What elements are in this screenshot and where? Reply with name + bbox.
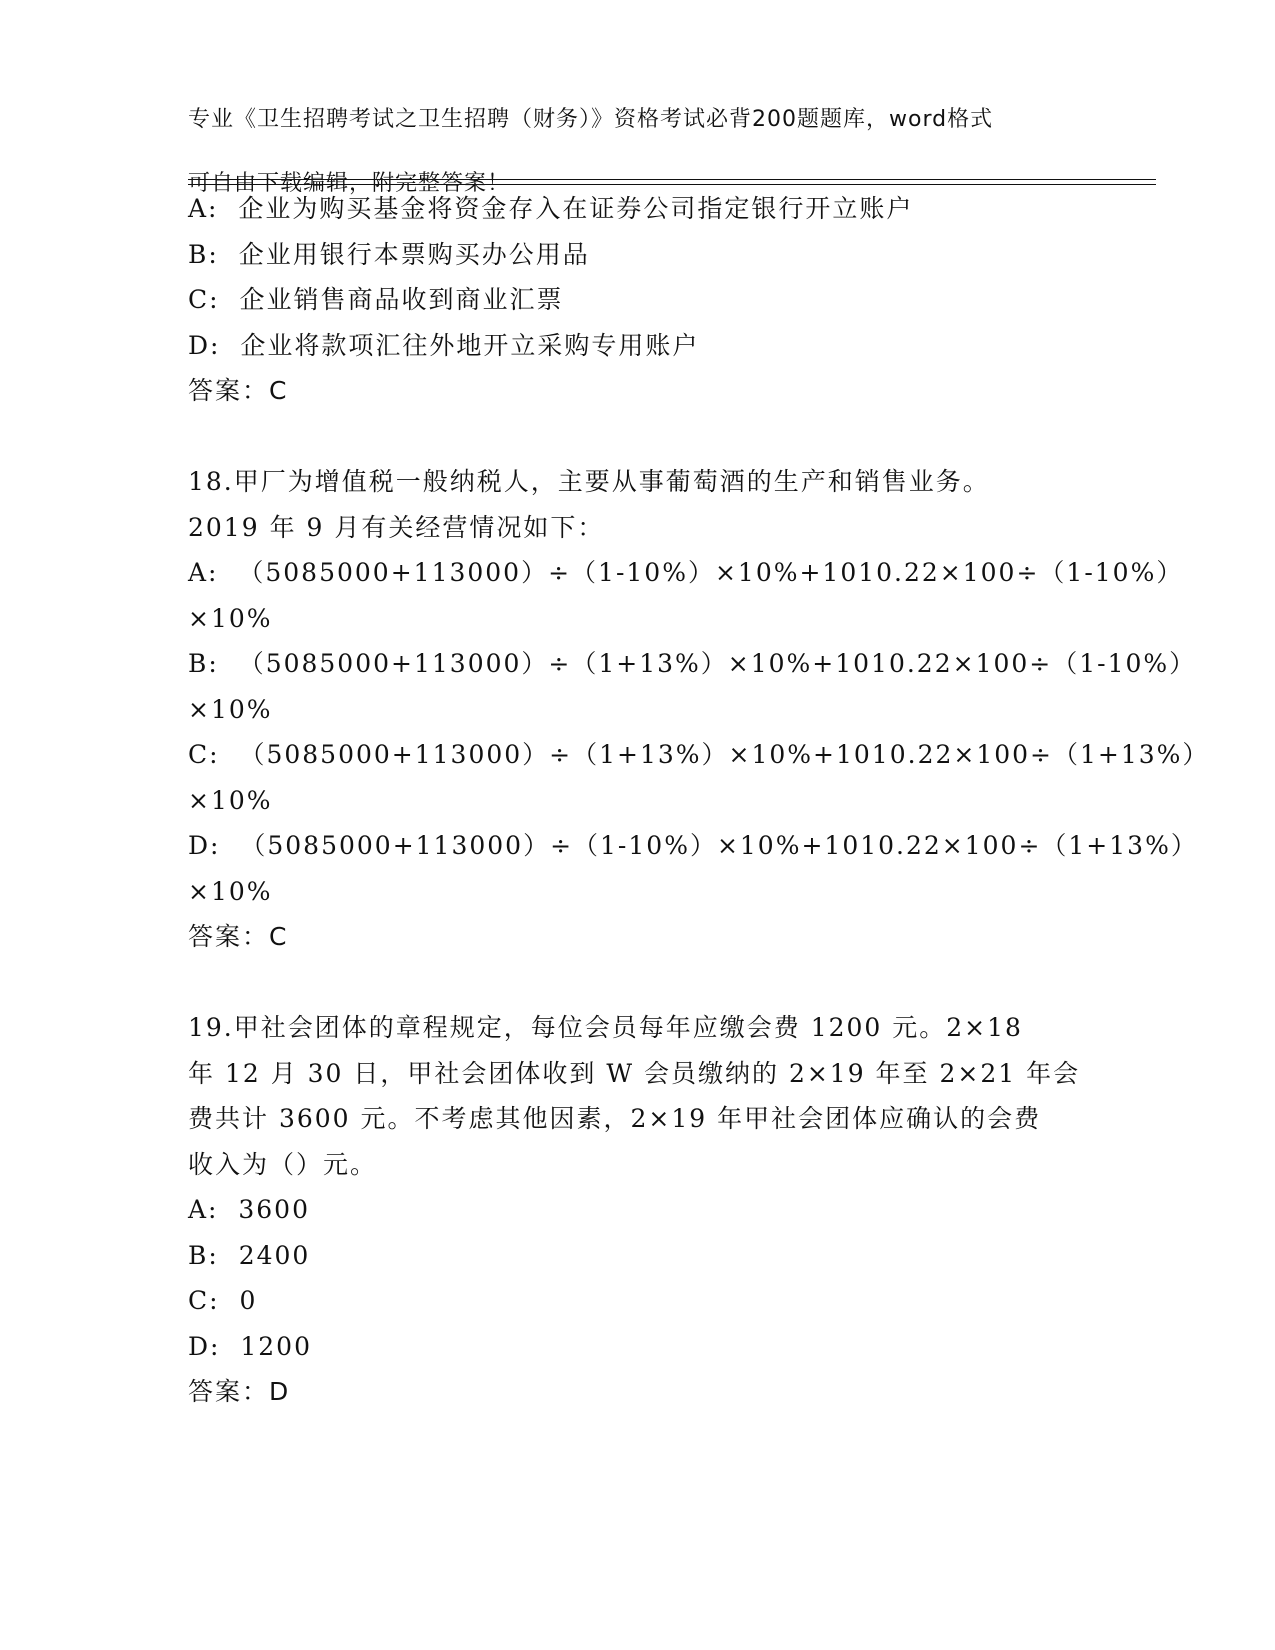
option-a-continued: ×10% [188,603,273,633]
header-line-2: 可自由下载编辑，附完整答案！ [188,171,511,196]
question-stem-line: 19.甲社会团体的章程规定，每位会员每年应缴会费 1200 元。2×18 [188,1013,1023,1042]
answer-line: 答案：C [188,922,289,951]
option-b: B: （5085000+113000）÷（1+13%）×10%+1010.22×100÷（1-10%） [188,649,1197,678]
option-b-continued: ×10% [188,694,273,724]
question-18 [188,459,1210,960]
option-b: B: 企业用银行本票购买办公用品 [188,239,590,269]
option-c: C: 企业销售商品收到商业汇票 [188,285,564,314]
option-d: D: 企业将款项汇往外地开立采购专用账户 [188,330,700,360]
option-d: D: 1200 [188,1331,312,1361]
question-stem-line: 费共计 3600 元。不考虑其他因素，2×19 年甲社会团体应确认的会费 [188,1104,1042,1133]
option-c: C: 0 [188,1286,258,1315]
question-stem-line: 收入为（）元。 [188,1149,378,1179]
option-c-continued: ×10% [188,785,273,815]
question-17 [188,186,1088,414]
option-a: A: 3600 [188,1195,310,1224]
question-stem-line: 2019 年 9 月有关经营情况如下： [188,512,605,542]
document-body [188,186,1210,1415]
option-b: B: 2400 [188,1240,311,1270]
option-c: C: （5085000+113000）÷（1+13%）×10%+1010.22×100÷（1+13%） [188,740,1210,769]
question-stem-line: 年 12 月 30 日，甲社会团体收到 W 会员缴纳的 2×19 年至 2×21 年会 [188,1058,1081,1088]
question-19 [188,1005,1088,1415]
spacer [188,960,1088,1006]
option-a: A: 企业为购买基金将资金存入在证券公司指定银行开立账户 [188,194,914,223]
option-d-continued: ×10% [188,876,273,906]
answer-line: 答案：D [188,1377,291,1406]
header-line-1: 专业《卫生招聘考试之卫生招聘（财务）》资格考试必背200题题库，word格式 [188,107,994,132]
spacer [188,414,1088,460]
option-a: A: （5085000+113000）÷（1-10%）×10%+1010.22×100÷（1-10%） [188,558,1184,587]
header-divider-top [188,179,1156,180]
header-divider-bottom [188,184,1156,185]
answer-line: 答案：C [188,376,289,405]
question-stem-line: 18.甲厂为增值税一般纳税人，主要从事葡萄酒的生产和销售业务。 [188,467,990,496]
option-d: D: （5085000+113000）÷（1-10%）×10%+1010.22×100÷（1+13%） [188,831,1198,860]
